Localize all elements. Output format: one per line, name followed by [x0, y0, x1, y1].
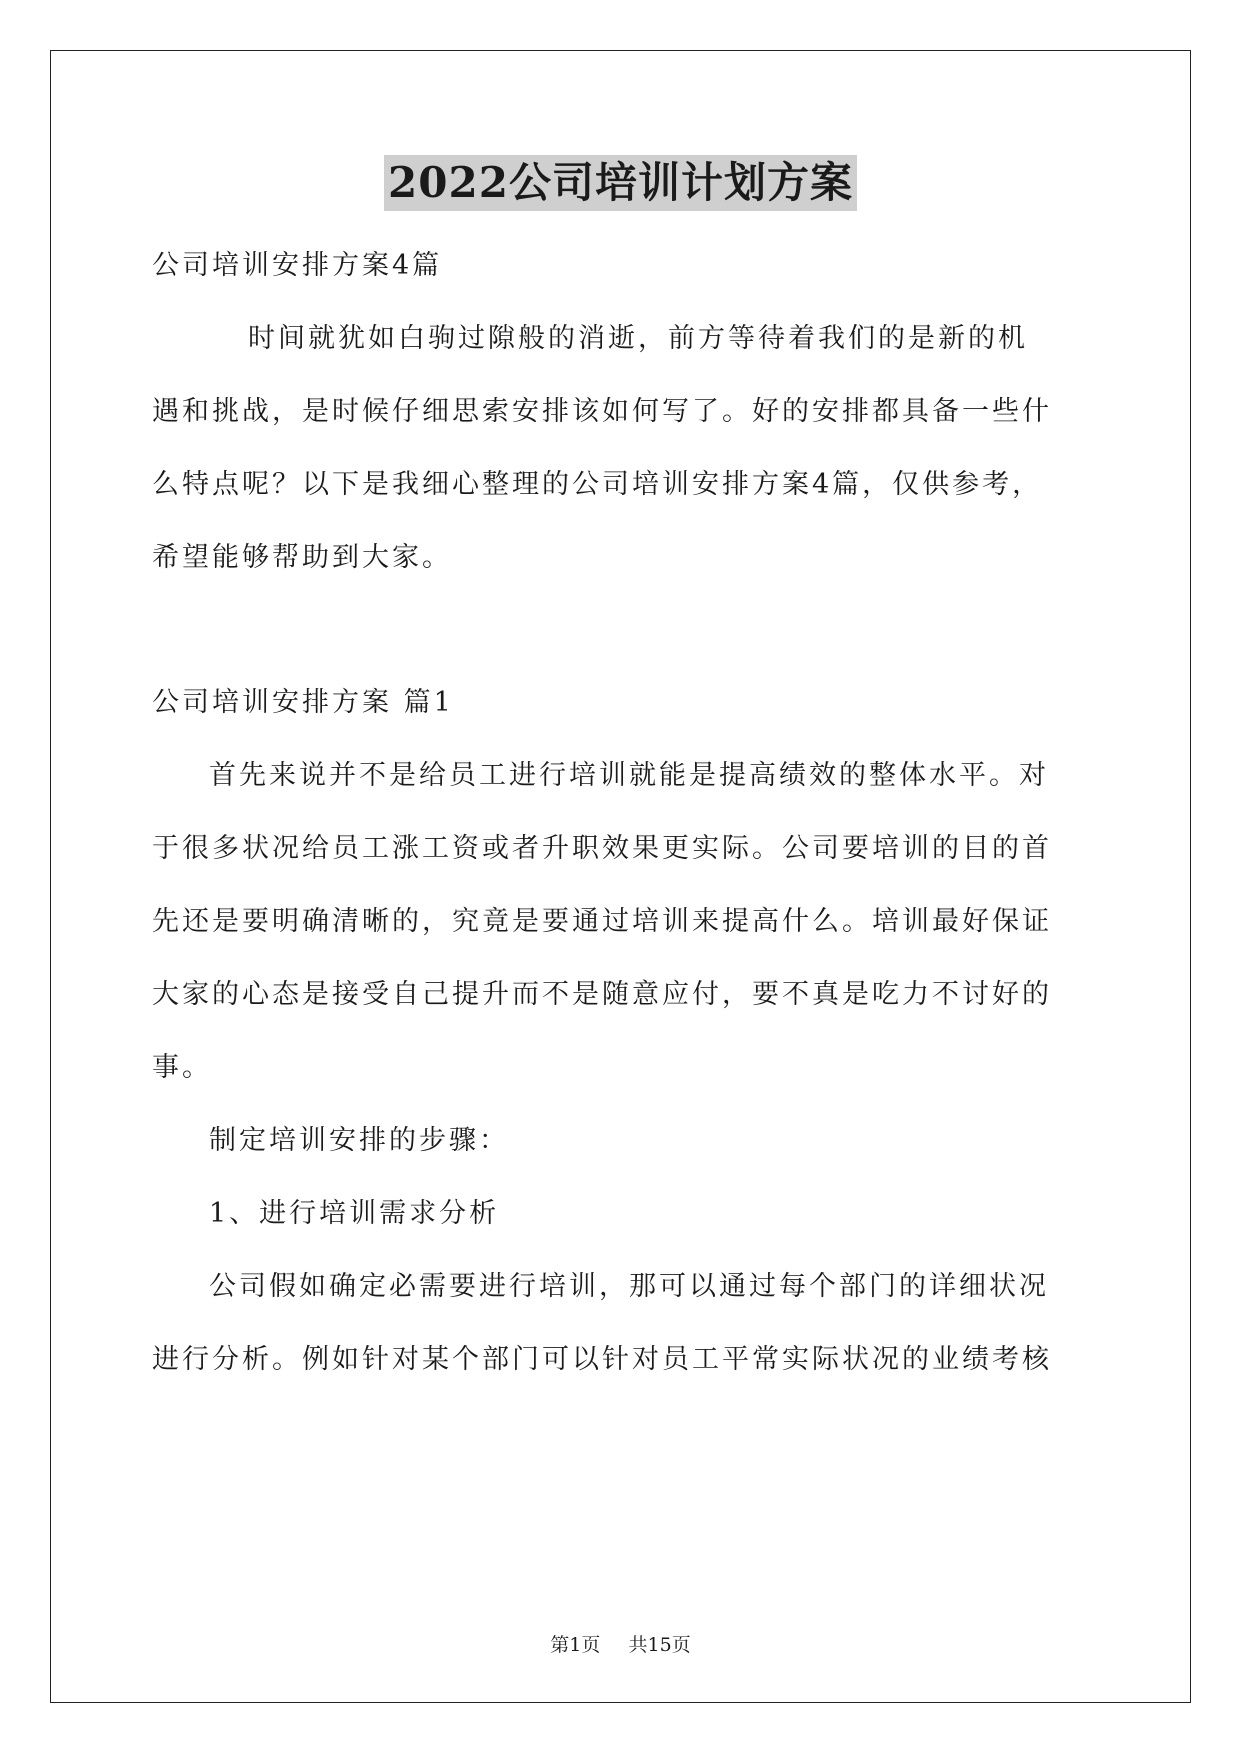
paragraph-line: 公司假如确定必需要进行培训，那可以通过每个部门的详细状况 [209, 1271, 1049, 1302]
paragraph-line: 于很多状况给员工涨工资或者升职效果更实际。公司要培训的目的首 [152, 833, 1052, 864]
document-title: 2022公司培训计划方案 [384, 155, 857, 211]
paragraph-line: 进行分析。例如针对某个部门可以针对员工平常实际状况的业绩考核 [152, 1344, 1052, 1375]
list-item-heading: 1、进行培训需求分析 [209, 1198, 500, 1229]
paragraph-line: 事。 [152, 1052, 212, 1083]
page-total: 共15页 [628, 1634, 691, 1656]
page-border [50, 50, 1191, 1703]
paragraph-line: 希望能够帮助到大家。 [152, 542, 452, 573]
paragraph-line: 大家的心态是接受自己提升而不是随意应付，要不真是吃力不讨好的 [152, 979, 1052, 1010]
paragraph-line: 首先来说并不是给员工进行培训就能是提高绩效的整体水平。对 [209, 760, 1049, 791]
page-footer [0, 1630, 1241, 1657]
paragraph-line: 遇和挑战，是时候仔细思索安排该如何写了。好的安排都具备一些什 [152, 396, 1052, 427]
title-container [0, 155, 1241, 211]
page-number: 第1页 [550, 1634, 601, 1656]
paragraph-line: 先还是要明确清晰的，究竟是要通过培训来提高什么。培训最好保证 [152, 906, 1052, 937]
paragraph-line: 制定培训安排的步骤： [209, 1125, 509, 1156]
subtitle-line: 公司培训安排方案4篇 [152, 250, 443, 281]
paragraph-line: 么特点呢？以下是我细心整理的公司培训安排方案4篇，仅供参考， [152, 469, 1043, 500]
section-heading: 公司培训安排方案 篇1 [152, 687, 454, 718]
paragraph-line: 时间就犹如白驹过隙般的消逝，前方等待着我们的是新的机 [248, 323, 1028, 354]
